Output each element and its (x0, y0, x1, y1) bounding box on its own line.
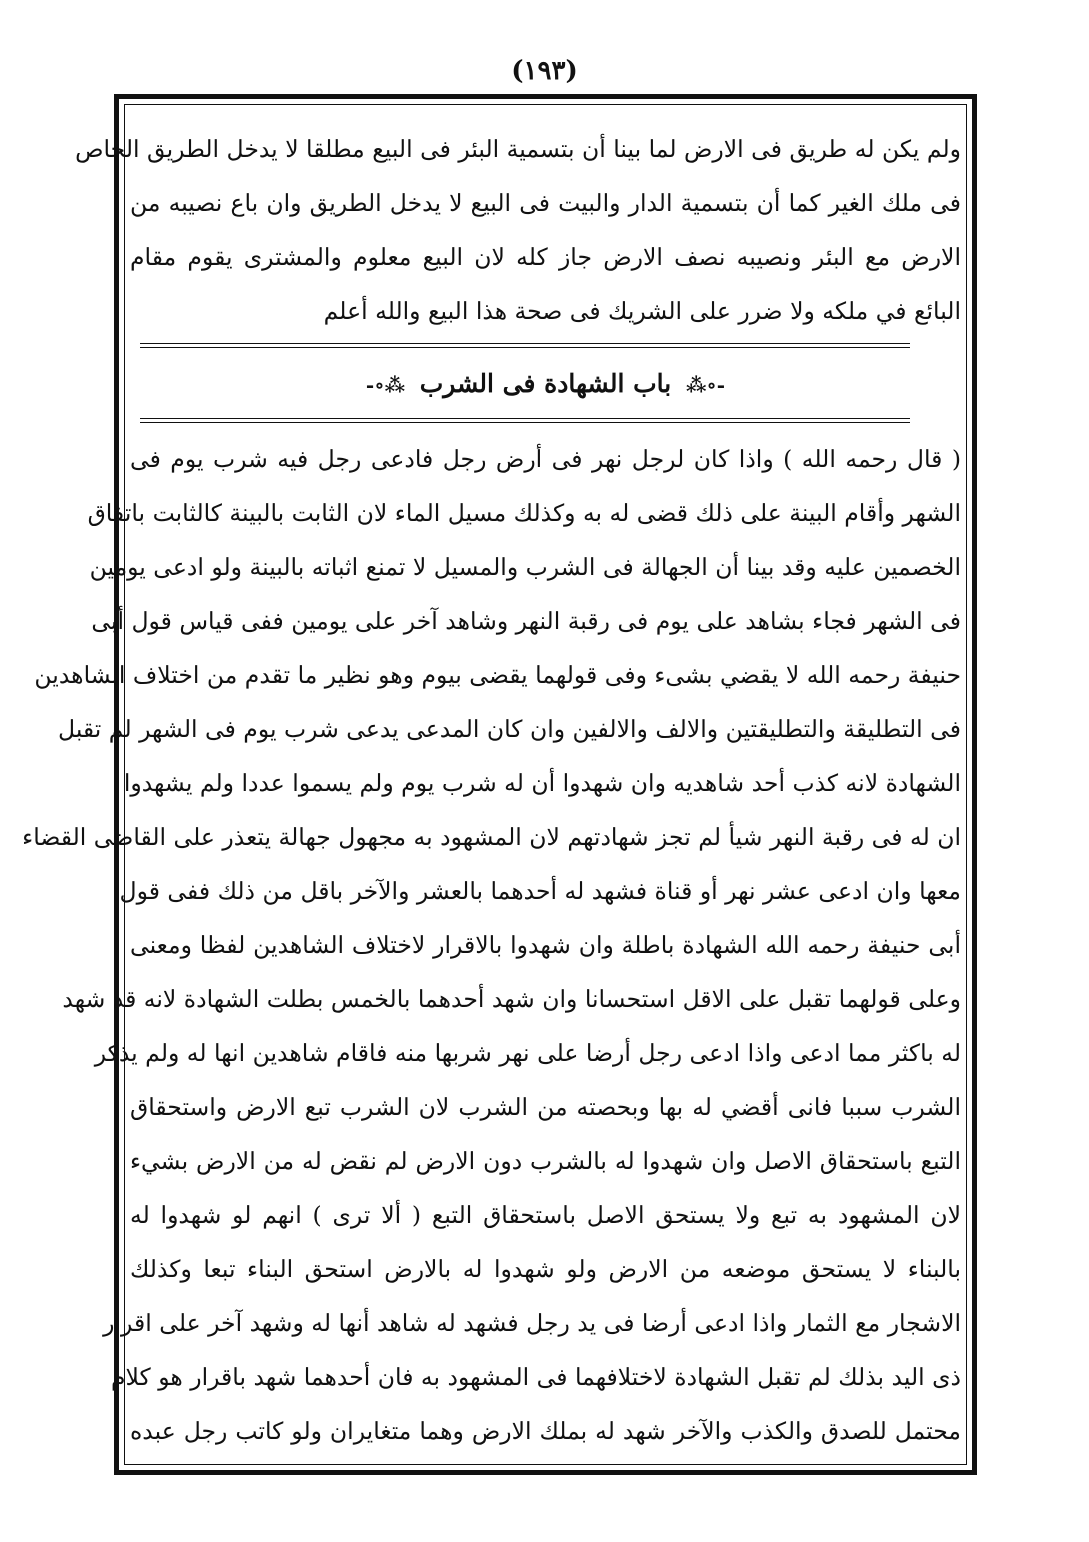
text-line: فى الشهر فجاء بشاهد على يوم فى رقبة النهر وشاهد آخر على يومين ففى قياس قول أبى (91, 607, 961, 635)
text-line: بالبناء لا يستحق موضعه من الارض ولو شهدوا له بالارض استحق البناء تبعا وكذلك (130, 1255, 961, 1283)
text-line: لان المشهود به تبع ولا يستحق الاصل باستحقاق التبع ( ألا ترى ) انهم لو شهدوا له (130, 1201, 961, 1229)
text-line: الشهر وأقام البينة على ذلك قضى له به وكذلك مسيل الماء لان الثابت بالبينة كالثابت باتفاق (87, 499, 961, 527)
text-line: معها وان ادعى عشر نهر أو قناة فشهد له أحدهما بالعشر والآخر باقل من ذلك ففى قول (119, 877, 961, 905)
text-line: فى التطليقة والتطليقتين والالف والالفين وان كان المدعى يدعى شرب يوم فى الشهر لم تقبل (58, 715, 961, 743)
text-line: الاشجار مع الثمار واذا ادعى أرضا فى يد رجل فشهد له شاهد أنها له وشهد آخر على اقرار (103, 1309, 961, 1337)
text-line: ولم يكن له طريق فى الارض لما بينا أن بتسمية البئر فى البيع مطلقا لا يدخل الطريق الخاص (75, 135, 961, 163)
text-line: الشرب سببا فانى أقضي له بها وبحصته من الشرب لان الشرب تبع الارض واستحقاق (130, 1093, 961, 1121)
text-line: الشهادة لانه كذب أحد شاهديه وان شهدوا أن له شرب يوم ولم يسموا عددا ولم يشهدوا (123, 769, 961, 797)
text-line: وعلى قولهما تقبل على الاقل استحسانا وان شهد أحدهما بالخمس بطلت الشهادة لانه قد شهد (62, 985, 961, 1013)
text-line: الارض مع البئر ونصيبه نصف الارض جاز كله لان البيع معلوم والمشترى يقوم مقام (130, 243, 961, 271)
text-line: البائع في ملكه ولا ضرر على الشريك فى صحة هذا البيع والله أعلم (323, 297, 961, 325)
text-line: فى ملك الغير كما أن بتسمية الدار والبيت فى البيع لا يدخل الطريق وان باع نصيبه من (130, 189, 961, 217)
ornament-left-icon: ⁂∘- (365, 373, 406, 397)
ornament-right-icon: -∘⁂ (685, 373, 726, 397)
text-line: الخصمين عليه وقد بينا أن الجهالة فى الشرب والمسيل لا تمنع اثباته بالبينة ولو ادعى يومين (89, 553, 961, 581)
chapter-title: باب الشهادة فى الشرب (419, 369, 672, 398)
text-line: ان له فى رقبة النهر شيأ لم تجز شهادتهم لان المشهود به مجهول جهالة يتعذر على القاضى القضاء (22, 823, 961, 851)
text-line: أبى حنيفة رحمه الله الشهادة باطلة وان شهدوا بالاقرار لاختلاف الشاهدين لفظا ومعنى (130, 931, 961, 959)
top-paragraph (75, 122, 961, 338)
text-line: له باكثر مما ادعى واذا ادعى رجل أرضا على نهر شربها منه فاقام شاهدين انها له ولم يذكر (94, 1039, 961, 1067)
text-line: ( قال رحمه الله ) واذا كان لرجل نهر فى أرض رجل فادعى رجل فيه شرب يوم فى (130, 445, 961, 473)
main-text (22, 432, 961, 1458)
page-number: (١٩٣) (511, 56, 578, 86)
text-line: التبع باستحقاق الاصل وان شهدوا له بالشرب دون الارض لم نقض له من الارض بشيء (130, 1147, 961, 1175)
divider-rule-bottom (140, 418, 910, 423)
text-line: محتمل للصدق والكذب والآخر شهد له بملك الارض وهما متغايران ولو كاتب رجل عبده (130, 1417, 961, 1445)
text-line: ذى اليد بذلك لم تقبل الشهادة لاختلافهما فى المشهود به فان أحدهما شهد باقرار هو كلام (110, 1363, 961, 1391)
divider-rule-top (140, 343, 910, 348)
chapter-heading (124, 357, 967, 411)
text-line: حنيفة رحمه الله لا يقضي بشىء وفى قولهما يقضى بيوم وهو نظير ما تقدم من اختلاف الشاهدين (34, 661, 961, 689)
